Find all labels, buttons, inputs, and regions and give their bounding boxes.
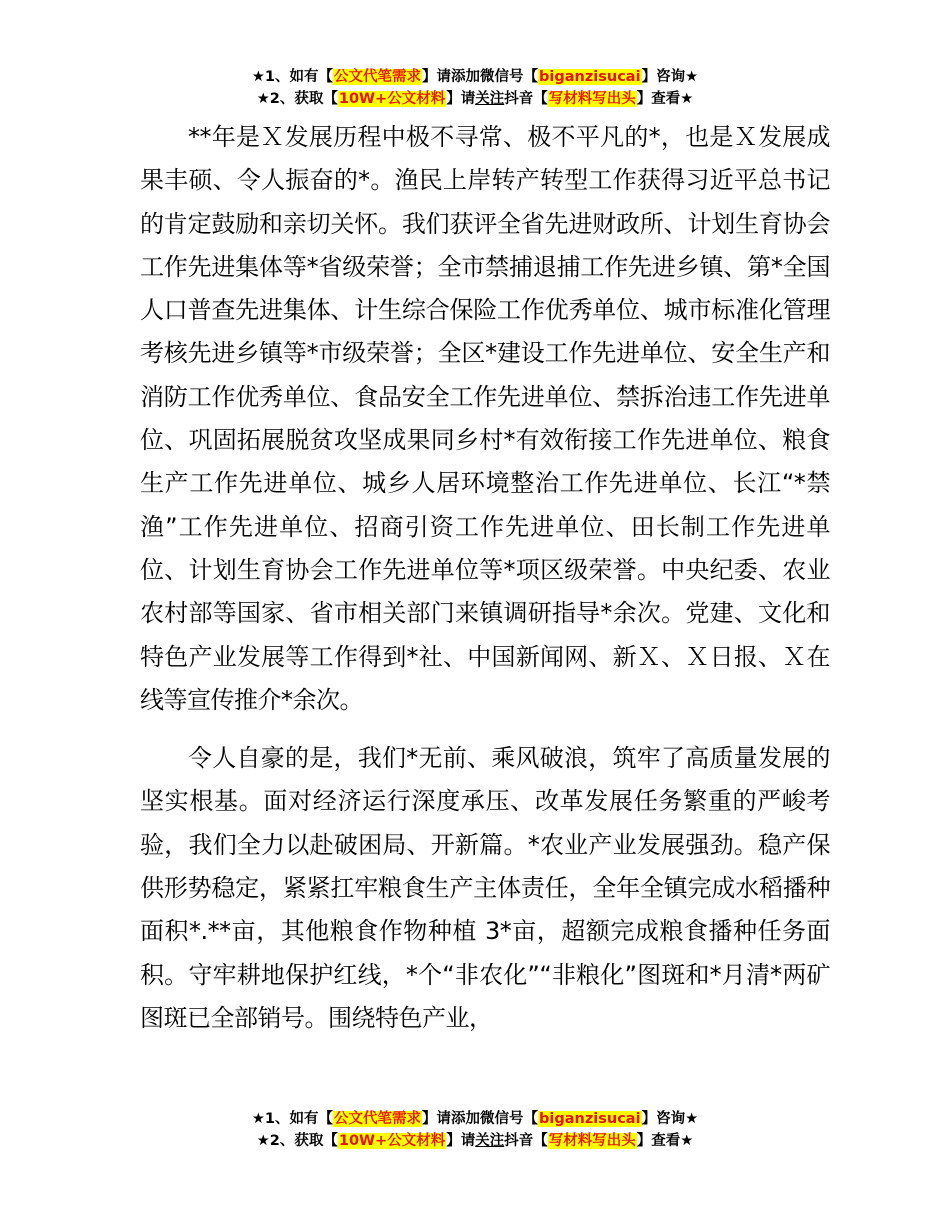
banner-text: 】咨询★ xyxy=(641,1111,699,1127)
document-body xyxy=(140,116,830,1040)
banner-highlight-douyin: 写材料写出头 xyxy=(548,91,636,107)
header-banner-line-1 xyxy=(0,66,950,88)
banner-highlight-wechat-id: biganzisucai xyxy=(539,1111,641,1127)
banner-highlight-wechat-id: biganzisucai xyxy=(539,69,641,85)
banner-highlight-materials: 10W+公文材料 xyxy=(338,1133,446,1149)
paragraph-2: 令人自豪的是，我们*无前、乘风破浪，筑牢了高质量发展的坚实根基。面对经济运行深度承压、改革发展任务繁重的严峻考验，我们全力以赴破困局、开新篇。*农业产业发展强劲。稳产保供形势稳定，紧紧扛牢粮食生产主体责任，全年全镇完成水稻播种面积*.**亩，其他粮食作物种植 3*亩，超额完成粮食播种任务面积。守牢耕地保护红线，*个“非农化”“非粮化”图斑和*月清*两矿图斑已全部销号。围绕特色产业， xyxy=(140,744,830,1032)
banner-text: ★1、如有【 xyxy=(251,69,334,85)
banner-underlined-follow: 关注 xyxy=(475,1133,505,1149)
banner-text: ★2、获取【 xyxy=(256,91,338,107)
banner-text: ★1、如有【 xyxy=(251,1111,334,1127)
paragraph-1: **年是Ｘ发展历程中极不寻常、极不平凡的*，也是Ｘ发展成果丰硕、令人振奋的*。渔民上岸转产转型工作获得习近平总书记的肯定鼓励和亲切关怀。我们获评全省先进财政所、计划生育协会工作先进集体等*省级荣誉；全市禁捕退捕工作先进乡镇、第*全国人口普查先进集体、计生综合保险工作优秀单位、城市标准化管理考核先进乡镇等*市级荣誉；全区*建设工作先进单位、安全生产和消防工作优秀单位、食品安全工作先进单位、禁拆治违工作先进单位、巩固拓展脱贫攻坚成果同乡村*有效衔接工作先进单位、粮食生产工作先进单位、城乡人居环境整治工作先进单位、长江“*禁渔”工作先进单位、招商引资工作先进单位、田长制工作先进单位、计划生育协会工作先进单位等*项区级荣誉。中央纪委、农业农村部等国家、省市相关部门来镇调研指导*余次。党建、文化和特色产业发展等工作得到*社、中国新闻网、新Ｘ、Ｘ日报、Ｘ在线等宣传推介*余次。 xyxy=(140,123,830,714)
banner-underlined-follow: 关注 xyxy=(475,91,505,107)
banner-text: 抖音【 xyxy=(504,91,548,107)
banner-text: 抖音【 xyxy=(504,1133,548,1149)
banner-highlight-service: 公文代笔需求 xyxy=(334,69,422,85)
banner-highlight-service: 公文代笔需求 xyxy=(334,1111,422,1127)
banner-text: 】咨询★ xyxy=(641,69,699,85)
banner-highlight-materials: 10W+公文材料 xyxy=(338,91,446,107)
banner-text: 】查看★ xyxy=(636,1133,694,1149)
banner-text: 】请添加微信号【 xyxy=(422,1111,539,1127)
banner-text: 】请 xyxy=(446,91,476,107)
footer-banner-line-1 xyxy=(0,1108,950,1130)
banner-text: 】请添加微信号【 xyxy=(422,69,539,85)
banner-text: 】请 xyxy=(446,1133,476,1149)
banner-highlight-douyin: 写材料写出头 xyxy=(548,1133,636,1149)
header-banner-line-2 xyxy=(0,88,950,110)
banner-text: 】查看★ xyxy=(636,91,694,107)
banner-text: ★2、获取【 xyxy=(256,1133,338,1149)
footer-banner xyxy=(0,1108,950,1152)
header-banner xyxy=(0,66,950,110)
footer-banner-line-2 xyxy=(0,1130,950,1152)
